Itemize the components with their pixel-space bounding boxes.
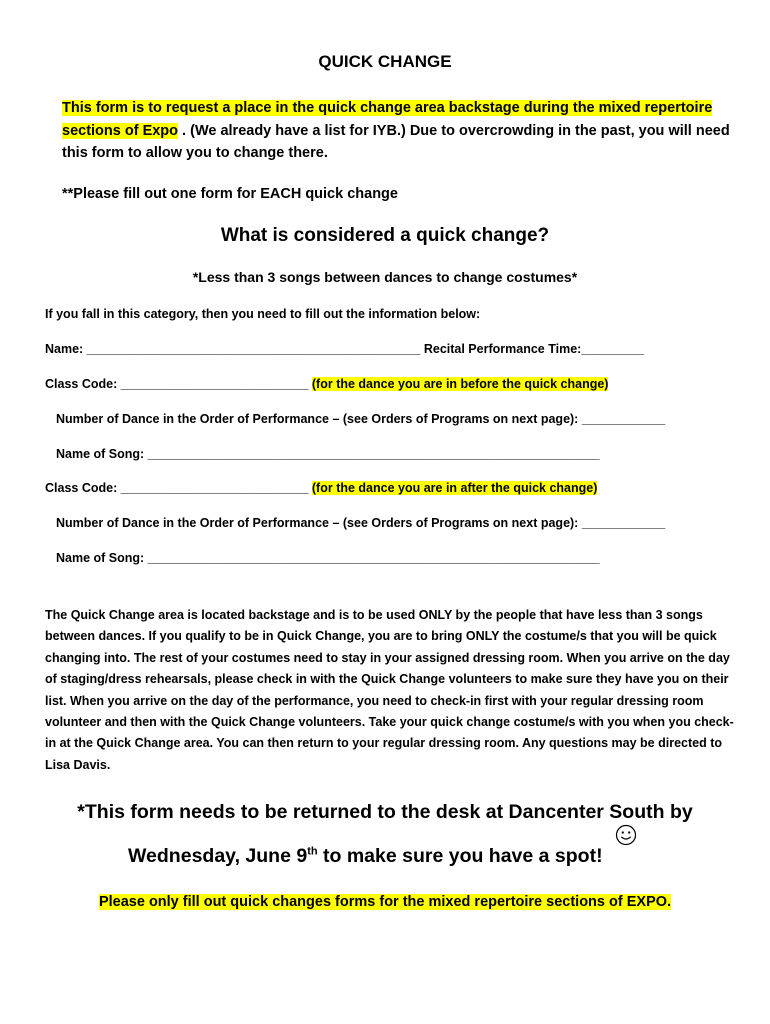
intro-text — [62, 97, 742, 165]
date-suffix: th — [307, 845, 318, 858]
intro-highlight: This form is to request a place in the quick change area backstage during the mixed repertoire sections of Expo — [62, 100, 713, 139]
class-code-field-after[interactable] — [45, 481, 597, 495]
quick-change-question: What is considered a quick change? — [220, 225, 550, 246]
class-code-after-note: (for the dance you are in after the quick change) — [311, 481, 598, 495]
smiley-face-icon — [615, 824, 637, 846]
name-field[interactable]: Name: ________________________________________________ Recital Performance Time:_________ — [45, 342, 644, 356]
song-name-field-before[interactable]: Name of Song: _________________________________________________________________ — [56, 447, 600, 461]
return-date: Wednesday, June 9 — [128, 845, 308, 867]
class-code-after-label: Class Code: ___________________________ — [45, 481, 312, 495]
dance-number-field-after[interactable]: Number of Dance in the Order of Performance – (see Orders of Programs on next page): ____________ — [56, 516, 666, 530]
song-name-field-after[interactable]: Name of Song: _________________________________________________________________ — [56, 551, 600, 565]
fill-instruction: If you fall in this category, then you need to fill out the information below: — [45, 307, 481, 321]
quick-change-definition: *Less than 3 songs between dances to change costumes* — [192, 269, 578, 285]
final-note-text: Please only fill out quick changes forms for the mixed repertoire sections of EXPO. — [98, 894, 672, 910]
return-notice-line2 — [128, 845, 603, 868]
dance-number-field-before[interactable]: Number of Dance in the Order of Performance – (see Orders of Programs on next page): ____________ — [56, 412, 666, 426]
one-form-note: **Please fill out one form for EACH quick change — [62, 186, 398, 202]
class-code-field-before[interactable] — [45, 377, 608, 391]
quick-change-rules-paragraph: The Quick Change area is located backstage and is to be used ONLY by the people that have less than 3 songs between dances. If you qualify to be in Quick Change, you are to bring ONLY the costume/s that you will be quick changing into. The rest of your costumes need to stay in your assigned dressing room. When you arrive on the day of staging/dress rehearsals, please check in with the Quick Change volunteers to make sure they have you on their list. When you arrive on the day of the performance, you need to check-in first with your regular dressing room volunteer and then with the Quick Change volunteers. Take your quick change costume/s with you when you check-in at the Quick Change area. You can then return to your regular dressing room. Any questions may be directed to Lisa Davis. — [45, 608, 734, 772]
intro-rest: . (We already have a list for IYB.) Due to overcrowding in the past, you will need this form to allow you to change there. — [62, 122, 730, 161]
return-notice-end: to make sure you have a spot! — [317, 845, 603, 867]
class-code-before-note: (for the dance you are in before the quick change) — [311, 377, 609, 391]
return-notice-line1: *This form needs to be returned to the desk at Dancenter South by — [77, 801, 693, 823]
page-title: QUICK CHANGE — [318, 52, 452, 71]
class-code-before-label: Class Code: ___________________________ — [45, 377, 312, 391]
final-note — [0, 894, 770, 910]
